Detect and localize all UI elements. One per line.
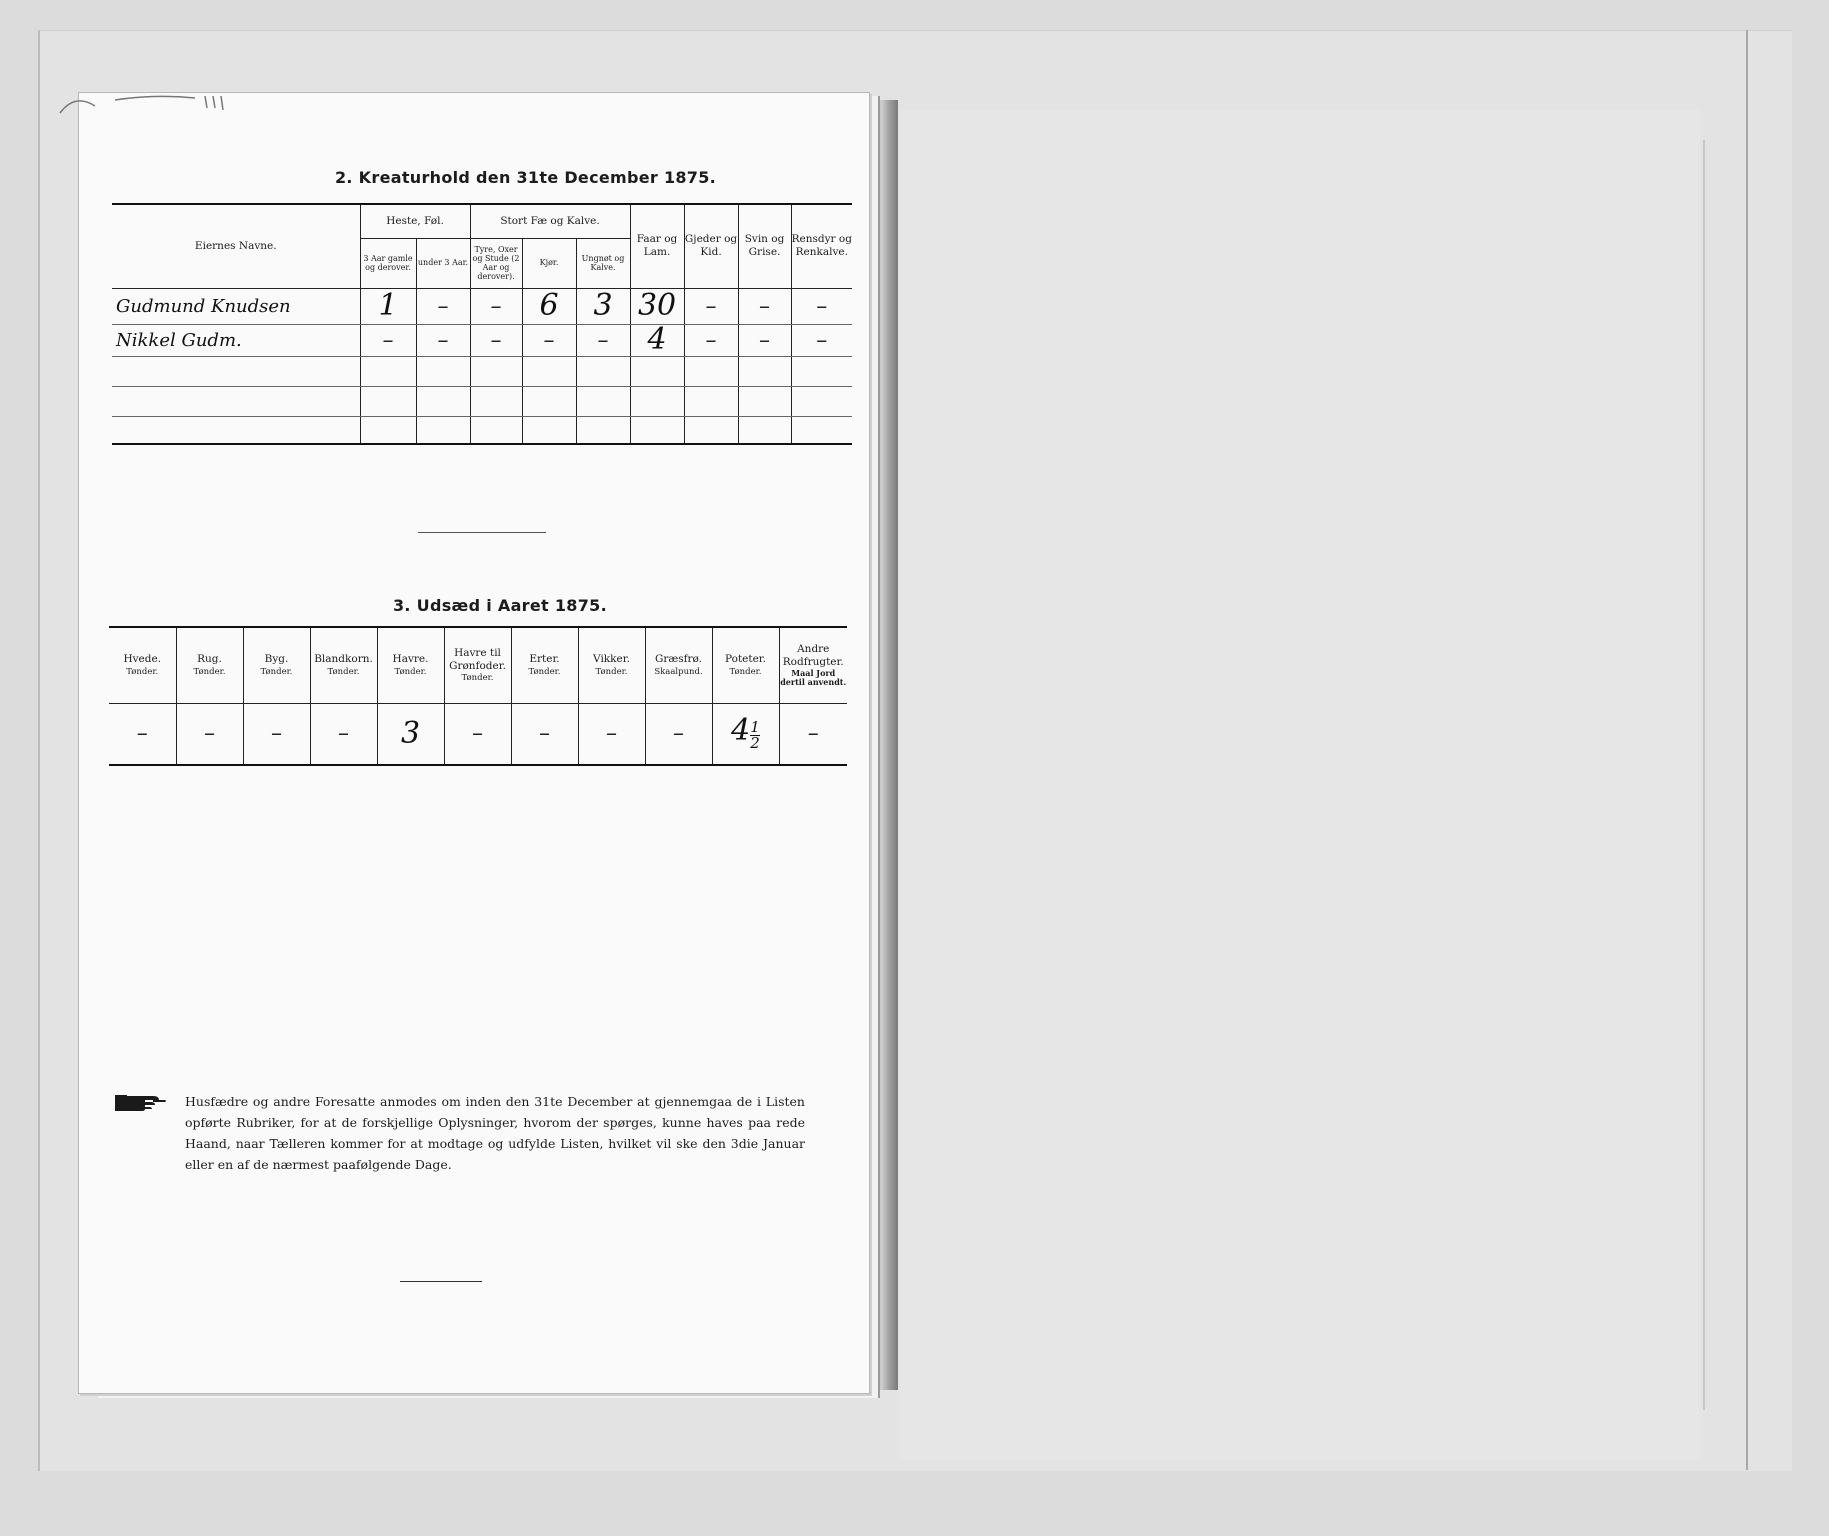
col-header-poteter: Poteter. Tønder. xyxy=(712,627,779,703)
cell-rensdyr: – xyxy=(791,324,852,356)
scan-frame-edge xyxy=(1746,30,1748,1470)
cell-andre-rodfrugter: – xyxy=(779,703,847,765)
col-header-andre-rodfrugter: Andre Rodfrugter. Maal Jord dertil anvendt. xyxy=(779,627,847,703)
section-divider xyxy=(418,532,546,533)
col-header-hvede: Hvede. Tønder. xyxy=(109,627,176,703)
col-header-graesfro: Græsfrø. Skaalpund. xyxy=(645,627,712,703)
cell-ungnot: 3 xyxy=(576,288,630,324)
closing-rule xyxy=(400,1281,482,1282)
col-header-kjor: Kjør. xyxy=(522,238,576,288)
cell-heste-young: – xyxy=(416,288,470,324)
cell-svin: – xyxy=(738,288,791,324)
table-row xyxy=(112,324,852,356)
col-header-tyre: Tyre, Oxer og Stude (2 Aar og derover). xyxy=(470,238,522,288)
owner-name: Nikkel Gudm. xyxy=(112,324,360,356)
col-header-name: Eiernes Navne. xyxy=(112,204,360,288)
blank-facing-page xyxy=(900,110,1700,1460)
cell-rug: – xyxy=(176,703,243,765)
col-header-faar: Faar og Lam. xyxy=(630,204,684,288)
cell-gjeder: – xyxy=(684,288,738,324)
col-header-svin: Svin og Grise. xyxy=(738,204,791,288)
cell-kjor: 6 xyxy=(522,288,576,324)
col-header-byg: Byg. Tønder. xyxy=(243,627,310,703)
instruction-notice: Husfædre og andre Foresatte anmodes om inden den 31te December at gjennemgaa de i Listen opførte Rubriker, for at de forskjellige Oplysninger, hvorom der spørges, kunne haves paa rede Haand, naar Tælleren kommer for at modtage og udfylde Listen, hvilket vil ske den 3die Januar eller en af de nærmest paafølgende Dage. xyxy=(185,1094,805,1172)
col-header-heste-young: under 3 Aar. xyxy=(416,238,470,288)
cell-havre-gronfoder: – xyxy=(444,703,511,765)
col-header-heste: Heste, Føl. xyxy=(360,204,470,238)
cell-vikker: – xyxy=(578,703,645,765)
cell-hvede: – xyxy=(136,721,148,747)
cell-byg: – xyxy=(243,703,310,765)
cell-kjor: – xyxy=(522,324,576,356)
cell-heste-old: – xyxy=(360,324,416,356)
cell-ungnot: – xyxy=(576,324,630,356)
poteter-numerator: 1 xyxy=(750,718,760,737)
owner-name: Gudmund Knudsen xyxy=(112,288,360,324)
cell-faar: 30 xyxy=(630,288,684,324)
section-3-title: 3. Udsæd i Aaret 1875. xyxy=(393,596,607,615)
col-header-rensdyr: Rensdyr og Renkalve. xyxy=(791,204,852,288)
col-header-havre-gronfoder: Havre til Grønfoder. Tønder. xyxy=(444,627,511,703)
facing-page-edge xyxy=(1703,140,1705,1410)
col-header-vikker: Vikker. Tønder. xyxy=(578,627,645,703)
col-header-stort-fae: Stort Fæ og Kalve. xyxy=(470,204,630,238)
cell-poteter xyxy=(712,703,779,765)
table-row-empty xyxy=(112,386,852,416)
cell-graesfro: – xyxy=(645,703,712,765)
cell-tyre: – xyxy=(470,288,522,324)
cell-heste-young: – xyxy=(416,324,470,356)
pointing-hand-icon xyxy=(115,1092,167,1114)
table-row xyxy=(109,703,847,765)
col-header-gjeder: Gjeder og Kid. xyxy=(684,204,738,288)
cell-heste-old: 1 xyxy=(360,288,416,324)
poteter-whole: 4 xyxy=(731,713,751,749)
cell-gjeder: – xyxy=(684,324,738,356)
cell-tyre: – xyxy=(470,324,522,356)
cell-blandkorn: – xyxy=(310,703,377,765)
table-row-empty xyxy=(112,356,852,386)
table-row-empty xyxy=(112,416,852,444)
cell-havre: 3 xyxy=(377,703,444,765)
col-header-blandkorn: Blandkorn. Tønder. xyxy=(310,627,377,703)
col-header-heste-old: 3 Aar gamle og derover. xyxy=(360,238,416,288)
col-header-havre: Havre. Tønder. xyxy=(377,627,444,703)
table-row xyxy=(112,288,852,324)
cell-rensdyr: – xyxy=(791,288,852,324)
cell-faar: 4 xyxy=(630,324,684,356)
livestock-table xyxy=(112,203,852,445)
col-header-rug: Rug. Tønder. xyxy=(176,627,243,703)
section-2-title: 2. Kreaturhold den 31te December 1875. xyxy=(335,168,717,187)
seed-table xyxy=(109,626,847,766)
cell-erter: – xyxy=(511,703,578,765)
pencil-mark xyxy=(55,88,245,118)
cell-svin: – xyxy=(738,324,791,356)
col-header-erter: Erter. Tønder. xyxy=(511,627,578,703)
poteter-denominator: 2 xyxy=(750,734,760,753)
col-header-ungnot: Ungnøt og Kalve. xyxy=(576,238,630,288)
